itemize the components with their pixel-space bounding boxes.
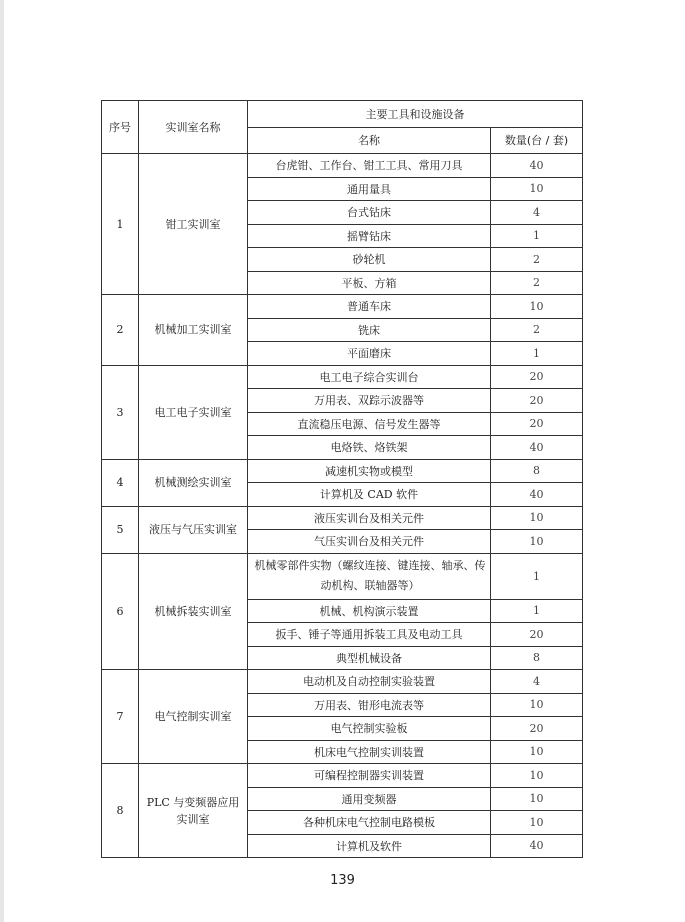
equipment-quantity: 10 <box>491 811 583 835</box>
equipment-quantity: 10 <box>491 740 583 764</box>
equipment-quantity: 4 <box>491 670 583 694</box>
equipment-name: 普通车床 <box>248 295 491 319</box>
equipment-name: 各种机床电气控制电路模板 <box>248 811 491 835</box>
equipment-name: 液压实训台及相关元件 <box>248 506 491 530</box>
table-row <box>102 670 583 694</box>
equipment-name: 电气控制实验板 <box>248 717 491 741</box>
header-main-equipment: 主要工具和设施设备 <box>248 101 583 128</box>
equipment-name: 直流稳压电源、信号发生器等 <box>248 412 491 436</box>
lab-name: PLC 与变频器应用实训室 <box>139 764 248 858</box>
equipment-table <box>101 100 583 858</box>
table-row <box>102 154 583 178</box>
header-lab-name: 实训室名称 <box>139 101 248 154</box>
equipment-name: 扳手、锤子等通用拆装工具及电动工具 <box>248 623 491 647</box>
equipment-quantity: 2 <box>491 248 583 272</box>
lab-name: 液压与气压实训室 <box>139 506 248 553</box>
lab-name: 机械加工实训室 <box>139 295 248 366</box>
equipment-name: 台式钻床 <box>248 201 491 225</box>
equipment-name: 机械、机构演示装置 <box>248 599 491 623</box>
equipment-quantity: 10 <box>491 693 583 717</box>
lab-seq: 2 <box>102 295 139 366</box>
table-row <box>102 365 583 389</box>
table-row <box>102 506 583 530</box>
equipment-name: 电工电子综合实训台 <box>248 365 491 389</box>
equipment-quantity: 20 <box>491 365 583 389</box>
equipment-name: 气压实训台及相关元件 <box>248 530 491 554</box>
equipment-quantity: 40 <box>491 834 583 858</box>
table-row <box>102 553 583 599</box>
equipment-name: 砂轮机 <box>248 248 491 272</box>
lab-name: 电气控制实训室 <box>139 670 248 764</box>
equipment-quantity: 40 <box>491 436 583 460</box>
lab-seq: 5 <box>102 506 139 553</box>
lab-seq: 1 <box>102 154 139 295</box>
equipment-quantity: 1 <box>491 224 583 248</box>
equipment-name: 铣床 <box>248 318 491 342</box>
table-row <box>102 295 583 319</box>
table-row <box>102 764 583 788</box>
equipment-name: 可编程控制器实训装置 <box>248 764 491 788</box>
equipment-quantity: 10 <box>491 787 583 811</box>
equipment-name: 典型机械设备 <box>248 646 491 670</box>
equipment-name: 计算机及 CAD 软件 <box>248 483 491 507</box>
equipment-name: 计算机及软件 <box>248 834 491 858</box>
equipment-quantity: 1 <box>491 342 583 366</box>
lab-name: 电工电子实训室 <box>139 365 248 459</box>
equipment-name: 机床电气控制实训装置 <box>248 740 491 764</box>
lab-seq: 4 <box>102 459 139 506</box>
equipment-name: 电烙铁、烙铁架 <box>248 436 491 460</box>
lab-name: 机械拆装实训室 <box>139 553 248 670</box>
equipment-name: 万用表、双踪示波器等 <box>248 389 491 413</box>
equipment-quantity: 10 <box>491 295 583 319</box>
equipment-name: 万用表、钳形电流表等 <box>248 693 491 717</box>
equipment-quantity: 1 <box>491 599 583 623</box>
lab-seq: 7 <box>102 670 139 764</box>
equipment-quantity: 2 <box>491 271 583 295</box>
equipment-quantity: 40 <box>491 483 583 507</box>
equipment-name: 通用量具 <box>248 177 491 201</box>
equipment-quantity: 20 <box>491 623 583 647</box>
equipment-quantity: 20 <box>491 412 583 436</box>
table-row <box>102 459 583 483</box>
equipment-name: 通用变频器 <box>248 787 491 811</box>
equipment-quantity: 10 <box>491 506 583 530</box>
equipment-quantity: 1 <box>491 553 583 599</box>
equipment-name: 电动机及自动控制实验装置 <box>248 670 491 694</box>
lab-seq: 3 <box>102 365 139 459</box>
equipment-name: 减速机实物或模型 <box>248 459 491 483</box>
equipment-name: 台虎钳、工作台、钳工工具、常用刀具 <box>248 154 491 178</box>
equipment-quantity: 2 <box>491 318 583 342</box>
equipment-quantity: 4 <box>491 201 583 225</box>
equipment-name: 平面磨床 <box>248 342 491 366</box>
equipment-quantity: 8 <box>491 459 583 483</box>
lab-name: 机械测绘实训室 <box>139 459 248 506</box>
equipment-quantity: 8 <box>491 646 583 670</box>
header-item-name: 名称 <box>248 127 491 154</box>
lab-seq: 8 <box>102 764 139 858</box>
equipment-quantity: 20 <box>491 717 583 741</box>
header-quantity: 数量(台 / 套) <box>491 127 583 154</box>
page-number: 139 <box>330 873 355 888</box>
equipment-quantity: 10 <box>491 530 583 554</box>
equipment-name: 摇臂钻床 <box>248 224 491 248</box>
header-row-1 <box>102 101 583 128</box>
equipment-quantity: 10 <box>491 764 583 788</box>
lab-seq: 6 <box>102 553 139 670</box>
header-seq: 序号 <box>102 101 139 154</box>
equipment-name: 机械零部件实物（螺纹连接、键连接、轴承、传动机构、联轴器等） <box>248 553 491 599</box>
equipment-quantity: 40 <box>491 154 583 178</box>
equipment-name: 平板、方箱 <box>248 271 491 295</box>
table-body <box>102 154 583 858</box>
page-edge <box>0 0 4 922</box>
lab-name: 钳工实训室 <box>139 154 248 295</box>
equipment-quantity: 10 <box>491 177 583 201</box>
equipment-quantity: 20 <box>491 389 583 413</box>
